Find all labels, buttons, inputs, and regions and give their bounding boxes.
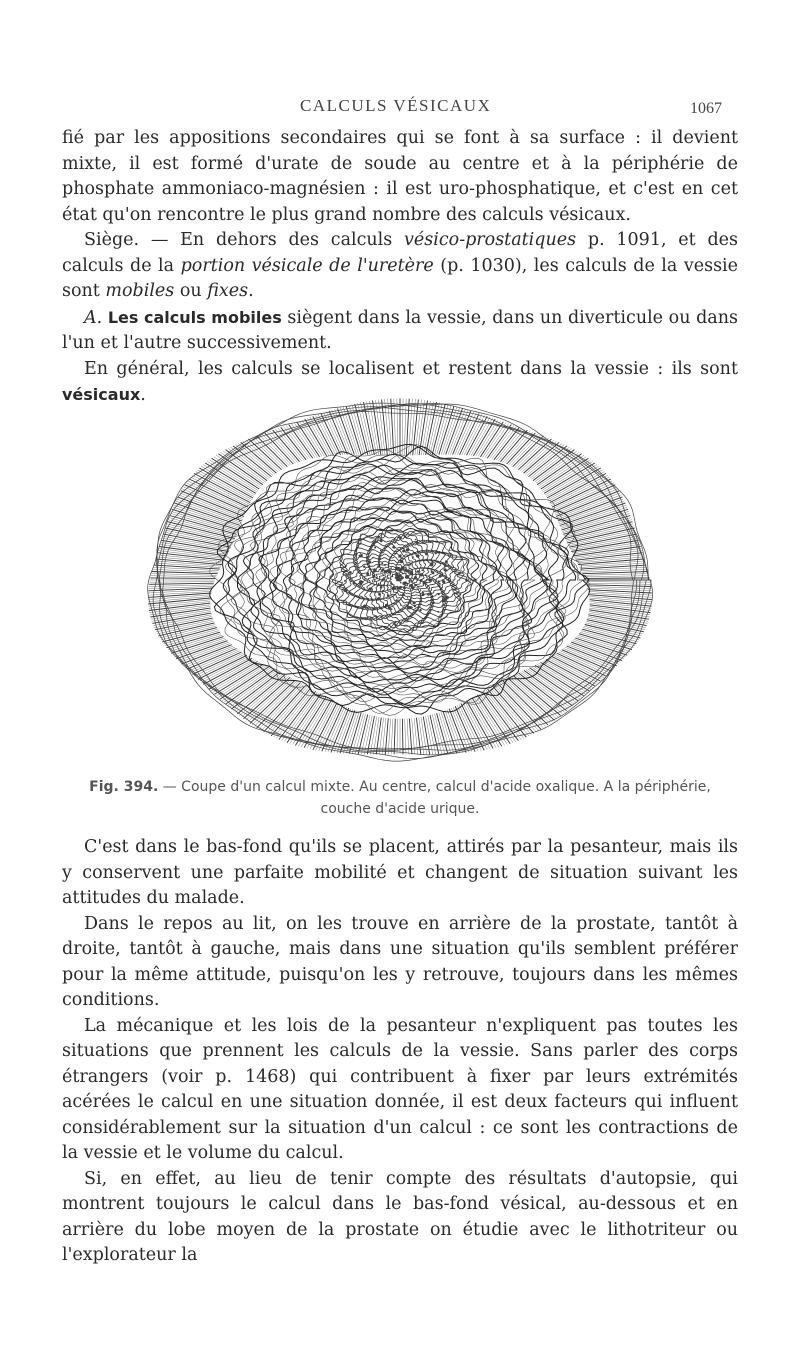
body-paragraph: La mécanique et les lois de la pesanteur n'expliquent pas toutes les situations que prennent les calculs de la vessie. Sans parler des corps étrangers (voir p. 1468) qui contribuent à fixer par leurs extrémités acérées le calcul en une situation donnée, il est deux facteurs qui influent considérablement sur la situation d'un calcul : ce sont les contractions de la vessie et le volume du calcul. [62, 1015, 738, 1163]
page-number: 1067 [690, 100, 722, 117]
general-text: . [140, 385, 146, 405]
text-block-siege [62, 228, 738, 409]
mobiles-heading: Les calculs mobiles [107, 307, 282, 327]
section-letter: A. [84, 307, 103, 328]
paragraph-continuation: fié par les appositions secondaires qui se font à sa surface : il devient mixte, il est formé d'urate de soude au centre et à la périphérie de phosphate ammoniaco-magnésien : il est uro-phosphatique, et c'est en cet état qu'on rencontre le plus grand nombre des calculs vésicaux. [62, 128, 738, 225]
text-block-top [62, 126, 738, 228]
mobiles-text: siègent dans la vessie, dans un diverticule ou dans l'un et l'autre successivement. [62, 307, 738, 353]
siege-emphasis: mobiles [105, 281, 175, 301]
siege-text: (p. 1030), les calculs de la vessie sont [62, 255, 739, 301]
paragraph-mobiles [62, 305, 738, 357]
siege-text: ou [174, 281, 208, 301]
page-header [0, 96, 800, 126]
text-block-body [62, 835, 738, 1269]
body-paragraph: Si, en effet, au lieu de tenir compte des résultats d'autopsie, qui montrent toujours le calcul dans le bas-fond vésical, au-dessous et en arrière du lobe moyen de la prostate on étudie avec le lithotriteur ou l'explorateur la [62, 1168, 738, 1265]
siege-text: p. 1091, et des calculs de la [62, 230, 738, 276]
siege-emphasis: vésico-prostatiques [404, 230, 577, 250]
running-title: CALCULS VÉSICAUX [300, 96, 492, 115]
siege-text: — En dehors des calculs [139, 230, 405, 250]
general-bold: vésicaux [62, 385, 141, 404]
siege-emphasis: portion vésicale de l'uretère [180, 255, 434, 276]
figure-calculus-section [100, 390, 700, 770]
figure-label: Fig. 394. [89, 779, 159, 795]
figure-caption-text: — Coupe d'un calcul mixte. Au centre, calcul d'acide oxalique. A la périphérie, couche d'acide urique. [158, 779, 711, 817]
figure-caption [62, 776, 738, 820]
paragraph-siege [62, 228, 738, 305]
calculus-illustration [100, 390, 700, 770]
siege-text: . [248, 281, 254, 301]
body-paragraph: C'est dans le bas-fond qu'ils se placent, attirés par la pesanteur, mais ils y conservent une parfaite mobilité et changent de situation suivant les attitudes du malade. [62, 837, 738, 908]
siege-emphasis: fixes [207, 281, 249, 301]
body-paragraph: Dans le repos au lit, on les trouve en arrière de la prostate, tantôt à droite, tantôt à gauche, mais dans une situation qu'ils semblent préférer pour la même attitude, puisqu'on les y retrouve, toujours dans les mêmes conditions. [62, 913, 738, 1010]
siege-heading: Siège. [84, 230, 140, 250]
general-text: En général, les calculs se localisent et restent dans la vessie : ils sont [84, 358, 738, 379]
